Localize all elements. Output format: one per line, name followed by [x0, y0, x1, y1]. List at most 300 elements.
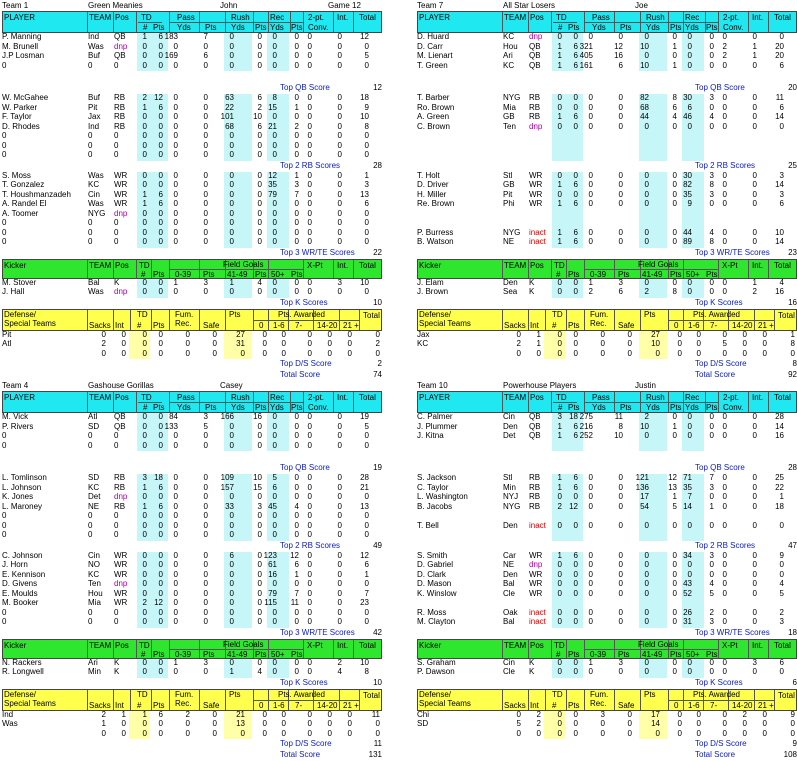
cell: 0: [644, 667, 649, 676]
table-row: [417, 512, 797, 522]
cell: Ten: [88, 579, 101, 588]
column-divider: [130, 690, 131, 710]
rush-header: Rush: [231, 13, 250, 22]
cell: 0: [337, 227, 342, 237]
cell: 0: [672, 51, 677, 60]
cell: 0: [307, 657, 312, 667]
cell: 6: [158, 102, 163, 112]
cell: 1: [557, 41, 562, 51]
cell: 0: [752, 199, 757, 208]
cell: 1: [142, 199, 147, 208]
cell: 4: [672, 112, 677, 121]
cell: 26: [683, 607, 692, 617]
player-table-header: [417, 391, 797, 413]
td-pts-header: Pts: [568, 700, 580, 710]
cell: 0: [212, 719, 217, 728]
cell: 1: [536, 329, 541, 339]
column-divider: [136, 260, 137, 278]
cell: 0: [158, 227, 163, 237]
cell: 0: [307, 667, 312, 676]
cell: 0: [2, 218, 7, 227]
cell: 0: [752, 667, 757, 676]
cell: 0: [229, 431, 234, 440]
column-divider: [748, 12, 749, 32]
cell: 0: [294, 607, 299, 617]
cell: 0: [294, 579, 299, 588]
cell: 0: [722, 617, 727, 626]
column-divider: [87, 392, 88, 412]
cell: S. Jackson: [417, 473, 457, 482]
field-goals-header: Field Goals: [223, 639, 264, 649]
cell: 3: [709, 93, 714, 102]
cell: NYJ: [503, 492, 519, 501]
table-row: [417, 104, 797, 114]
cell: 0: [627, 728, 632, 738]
rush-yds-header: Yds: [646, 403, 660, 412]
cell: 0: [142, 440, 147, 450]
cell: 0: [203, 287, 208, 296]
cell: 12: [668, 473, 677, 482]
table-row: [417, 599, 797, 609]
cell: 0: [294, 208, 299, 218]
cell: 11: [290, 598, 299, 607]
table-row: [417, 210, 797, 220]
cell: 63: [225, 93, 234, 102]
pa-14-20-header: 14-20: [732, 320, 753, 330]
cell: 0: [173, 598, 178, 607]
cell: 0: [672, 32, 677, 41]
top-ds-score: [2, 359, 382, 370]
cell: 0: [158, 131, 163, 140]
cell: K: [529, 287, 535, 296]
column-divider: [768, 260, 769, 278]
cell: 0: [294, 131, 299, 140]
cell: 0: [307, 131, 312, 140]
pass-yds-header: Yds: [177, 403, 191, 412]
cell: 0: [114, 440, 119, 450]
cell: 0: [337, 579, 342, 588]
cell: 0: [588, 482, 593, 492]
rush-header: Rush: [646, 393, 665, 402]
cell: Was: [88, 287, 104, 296]
cell: 0: [257, 51, 262, 60]
cell: 0: [644, 550, 649, 560]
cell: 1: [101, 719, 106, 728]
cell: inact: [529, 237, 546, 246]
column-divider: [614, 310, 615, 330]
cell: 0: [173, 520, 178, 530]
cell: 0: [672, 588, 677, 598]
cell: 0: [158, 511, 163, 520]
cell: 0: [257, 170, 262, 180]
cell: 2: [101, 709, 106, 719]
cell: WR: [114, 180, 128, 189]
cell: RB: [114, 482, 126, 492]
sacks-header: Sacks: [504, 700, 526, 710]
table-row: [417, 94, 797, 104]
cell: 10: [253, 473, 262, 482]
cell: 0: [294, 112, 299, 121]
table-row: [2, 200, 382, 210]
cell: 0: [2, 227, 7, 237]
fg-40-49-header: 41-49: [227, 269, 248, 279]
cell: 0: [573, 520, 578, 530]
defense-section: [417, 711, 797, 740]
top-wr-score-label: Top 3 WR/TE Scores: [280, 247, 355, 257]
cell: 13: [360, 501, 369, 511]
cell: 0: [557, 492, 562, 501]
cell: 0: [588, 473, 593, 482]
cell: 6: [573, 41, 578, 51]
cell: 0: [229, 511, 234, 520]
cell: dnp: [529, 32, 543, 41]
cell: Pit: [503, 189, 513, 199]
int-header: Int.: [752, 13, 764, 22]
table-row: [417, 132, 797, 142]
top-ds-score: [417, 359, 797, 370]
cell: WR: [529, 170, 543, 180]
cell: WR: [529, 180, 543, 189]
cell: 0: [294, 140, 299, 150]
cell: 0: [672, 170, 677, 180]
cell: 0: [557, 719, 562, 728]
rec-pts-header: Pts: [706, 23, 718, 32]
pa-7-header: 7-: [295, 700, 303, 710]
cell: 0: [203, 199, 208, 208]
cell: 0: [257, 530, 262, 539]
cell: 0: [644, 569, 649, 579]
cell: B. Watson: [417, 237, 454, 246]
cell: 0: [203, 598, 208, 607]
cell: 0: [88, 607, 93, 617]
cell: 0: [121, 719, 126, 728]
top-qb-score-label: Top QB Score: [280, 83, 330, 92]
table-row: [2, 512, 382, 522]
cell: 101: [220, 112, 234, 121]
cell: 0: [644, 657, 649, 667]
cell: 2: [742, 709, 747, 719]
cell: 2: [709, 607, 714, 617]
column-divider: [502, 260, 503, 278]
cell: 0: [722, 431, 727, 440]
cell: 0: [158, 287, 163, 296]
table-row: [2, 423, 382, 433]
pass-header: Pass: [592, 13, 610, 22]
cell: 0: [752, 579, 757, 588]
cell: 10: [651, 339, 660, 348]
cell: 0: [2, 530, 7, 539]
top-qb-score-label: Top QB Score: [280, 463, 330, 472]
fum-header: Fum.: [590, 689, 609, 699]
cell: 0: [347, 339, 352, 348]
cell: 0: [722, 719, 727, 728]
xpt-header: X-Pt: [722, 640, 738, 650]
cell: 0: [114, 150, 119, 159]
cell: 44: [683, 227, 692, 237]
cell: 0: [173, 131, 178, 140]
cell: 0: [573, 32, 578, 41]
top-wr-score-label: Top 3 WR/TE Scores: [695, 627, 770, 637]
cell: 0: [337, 218, 342, 227]
cell: 0: [337, 189, 342, 199]
td-pts-header: Pts: [153, 23, 165, 32]
cell: 0: [142, 511, 147, 520]
cell: 0: [88, 440, 93, 450]
total-header: Total: [359, 393, 376, 402]
cell: NYG: [503, 93, 521, 102]
cell: 0: [588, 569, 593, 579]
cell: Cin: [503, 657, 516, 667]
cell: K. Jones: [2, 492, 34, 501]
fg-pts-header: Pts: [706, 649, 718, 659]
pa-0-header: 0: [674, 320, 679, 330]
cell: 0: [185, 348, 190, 358]
cell: 0: [173, 617, 178, 626]
cell: 0: [158, 121, 163, 131]
cell: 82: [683, 180, 692, 189]
cell: 0: [307, 140, 312, 150]
cell: T. Green: [417, 60, 448, 70]
td-col-header: TD: [137, 309, 148, 319]
cell: 0: [185, 728, 190, 738]
cell: 0: [142, 170, 147, 180]
cell: Den: [503, 569, 518, 579]
cell: 0: [2, 511, 7, 520]
cell: 0: [337, 617, 342, 626]
cell: 216: [579, 421, 593, 431]
rush-pts-header: Pts: [670, 403, 682, 412]
cell: 0: [142, 140, 147, 150]
cell: 1: [709, 501, 714, 511]
fg-pts-header: Pts: [670, 649, 682, 659]
cell: 0: [173, 180, 178, 189]
rush-yds-header: Yds: [646, 23, 660, 32]
cell: 27: [236, 329, 245, 339]
total-score-label: Total Score: [280, 750, 321, 759]
cell: 0: [142, 607, 147, 617]
total-score: [417, 750, 797, 761]
cell: 79: [268, 189, 277, 199]
cell: 68: [640, 102, 649, 112]
cell: 0: [337, 287, 342, 296]
cell: 0: [142, 719, 147, 728]
table-row: [2, 571, 382, 581]
cell: 0: [185, 339, 190, 348]
pass-header: Pass: [177, 393, 195, 402]
rush-yds-header: Yds: [231, 403, 245, 412]
safe-header: Safe: [618, 700, 635, 710]
cell: 0: [229, 569, 234, 579]
cell: 9: [790, 709, 795, 719]
cell: 0: [294, 520, 299, 530]
cell: 0: [294, 511, 299, 520]
cell: 0: [212, 348, 217, 358]
cell: 1: [229, 667, 234, 676]
column-divider: [151, 640, 152, 658]
cell: RB: [529, 492, 541, 501]
cell: D. Givens: [2, 579, 38, 588]
cell: 0: [173, 560, 178, 569]
cell: 15: [268, 102, 277, 112]
pos-col-header: Pos: [115, 393, 129, 402]
cell: 0: [307, 41, 312, 51]
cell: 0: [588, 667, 593, 676]
int-header: Int.: [337, 13, 349, 22]
defense-table-header: [417, 689, 797, 711]
cell: 0: [173, 227, 178, 237]
cell: 0: [573, 189, 578, 199]
cell: 0: [229, 51, 234, 60]
cell: 4: [257, 667, 262, 676]
cell: 10: [360, 277, 369, 287]
cell: 0: [88, 140, 93, 150]
cell: 0: [203, 617, 208, 626]
team-number: Team 1: [2, 1, 29, 10]
table-row: [2, 590, 382, 600]
cell: 0: [588, 579, 593, 588]
cell: 0: [307, 227, 312, 237]
cell: 0: [229, 170, 234, 180]
cell: 0: [307, 588, 312, 598]
cell: 9: [364, 102, 369, 112]
cell: Det: [503, 431, 516, 440]
td-col-header: TD: [139, 640, 150, 650]
cell: 0: [212, 339, 217, 348]
table-row: [417, 659, 797, 669]
cell: NE: [503, 237, 515, 246]
cell: 0: [672, 121, 677, 131]
cell: WR: [114, 199, 128, 208]
cell: W. Parker: [2, 102, 38, 112]
cell: 0: [158, 560, 163, 569]
cell: 6: [573, 421, 578, 431]
cell: 2: [644, 412, 649, 421]
top-k-score-label: Top K Scores: [280, 677, 328, 687]
cell: 0: [307, 520, 312, 530]
pts-header: Pts: [229, 689, 241, 699]
cell: 0: [337, 102, 342, 112]
top-wr-score-label: Top 3 WR/TE Scores: [695, 247, 770, 257]
cell: 0: [257, 598, 262, 607]
cell: 0: [557, 709, 562, 719]
cell: dnp: [529, 560, 543, 569]
safe-header: Safe: [203, 320, 220, 330]
cell: 0: [687, 569, 692, 579]
cell: 0: [158, 339, 163, 348]
cell: 22: [225, 102, 234, 112]
cell: 1: [557, 51, 562, 60]
column-divider: [768, 12, 769, 32]
cell: 0: [337, 431, 342, 440]
cell: 0: [644, 607, 649, 617]
cell: 0: [203, 150, 208, 159]
cell: 6: [272, 482, 277, 492]
table-row: [417, 484, 797, 494]
cell: 0: [173, 41, 178, 51]
cell: 0: [364, 41, 369, 51]
cell: B. Jacobs: [417, 501, 453, 511]
cell: 0: [203, 60, 208, 70]
td-num-header: #: [552, 320, 557, 330]
cell: 0: [588, 607, 593, 617]
cell: 0: [212, 329, 217, 339]
cell: 0: [142, 218, 147, 227]
cell: 2: [375, 339, 380, 348]
cell: 0: [307, 482, 312, 492]
cell: 0: [257, 41, 262, 51]
cell: M. Stover: [2, 277, 37, 287]
cell: 0: [752, 617, 757, 626]
column-divider: [151, 260, 152, 278]
cell: WR: [114, 170, 128, 180]
pa-1-6-header: 1-6: [273, 700, 285, 710]
cell: 0: [257, 189, 262, 199]
cell: 0: [687, 287, 692, 296]
top-rb-score-value: 47: [788, 540, 797, 550]
cell: 0: [722, 170, 727, 180]
cell: 0: [364, 208, 369, 218]
pos-col-header: Pos: [530, 640, 544, 650]
cell: 0: [722, 277, 727, 287]
cell: 0: [588, 520, 593, 530]
cell: 4: [709, 112, 714, 121]
cell: 0: [88, 530, 93, 539]
cell: 123: [263, 550, 277, 560]
total-header: Total: [363, 310, 380, 320]
cell: 0: [752, 102, 757, 112]
cell: 0: [337, 51, 342, 60]
cell: 12: [360, 32, 369, 41]
cell: 14: [775, 180, 784, 189]
cell: Bal: [88, 277, 100, 287]
cell: 30: [683, 93, 692, 102]
cell: 6: [573, 237, 578, 246]
cell: 12: [614, 41, 623, 51]
team-name: Powerhouse Players: [503, 381, 577, 390]
cell: 0: [557, 189, 562, 199]
cell: 0: [588, 227, 593, 237]
fg-0-39-header: 0-39: [590, 649, 607, 659]
cell: 0: [618, 237, 623, 246]
cell: 16: [253, 412, 262, 421]
cell: 0: [779, 667, 784, 676]
cell: 0: [600, 329, 605, 339]
cell: 0: [257, 180, 262, 189]
cell: 0: [121, 339, 126, 348]
cell: 275: [579, 412, 593, 421]
cell: 0: [364, 237, 369, 246]
cell: 1: [672, 492, 677, 501]
cell: 0: [618, 121, 623, 131]
cell: 0: [257, 131, 262, 140]
cell: 0: [203, 227, 208, 237]
cell: dnp: [114, 579, 128, 588]
column-divider: [528, 640, 529, 658]
cell: 0: [364, 492, 369, 501]
cell: P. Dawson: [417, 667, 455, 676]
cell: 0: [600, 719, 605, 728]
cell: 13: [668, 482, 677, 492]
cell: 0: [573, 667, 578, 676]
cell: 0: [752, 60, 757, 70]
cell: 0: [158, 569, 163, 579]
cell: 0: [677, 329, 682, 339]
cell: 0: [101, 348, 106, 358]
cell: 0: [203, 607, 208, 617]
cell: 0: [294, 530, 299, 539]
cell: Ind: [2, 709, 14, 719]
top-ds-score-value: 2: [377, 359, 382, 368]
